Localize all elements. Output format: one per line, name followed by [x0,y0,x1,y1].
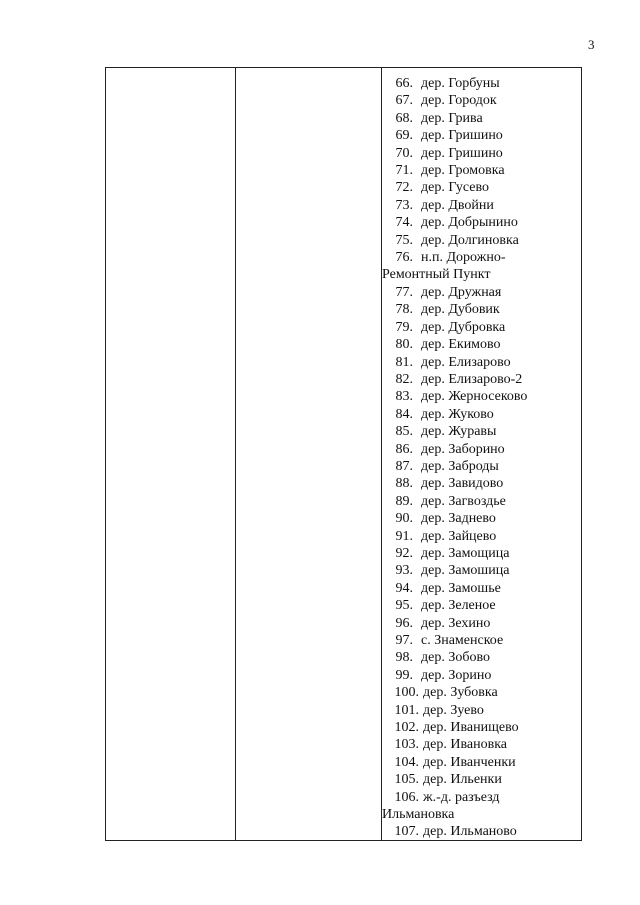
list-item [382,388,581,405]
list-item-number: 98. [395,650,413,666]
list-item-number: 88. [395,476,413,492]
list-item-name: дер. Городок [421,93,497,109]
list-item [382,162,581,179]
list-item-name: дер. Завидово [421,476,504,492]
list-item-number: 69. [395,128,413,144]
list-item-number: 70. [395,145,413,161]
list-item-number: 87. [395,458,413,474]
list-item-number: 73. [395,197,413,213]
list-item-name: дер. Зуево [423,702,484,718]
list-item-number: 89. [395,493,413,509]
list-item [382,301,581,318]
list-item-number: 101. [394,702,419,718]
list-item-number: 102. [394,720,419,736]
list-item-name: дер. Ильманово [423,824,517,840]
list-item [382,197,581,214]
list-item-name: дер. Гришино [421,128,503,144]
list-item-number: 90. [395,511,413,527]
list-item-number: 104. [394,754,419,770]
list-item-number: 72. [395,180,413,196]
list-item-number: 71. [395,163,413,179]
list-item-number: 81. [395,354,413,370]
list-item-name: дер. Заборино [421,441,505,457]
list-item-name: дер. Добрынино [421,215,518,231]
list-item-number: 99. [395,667,413,683]
list-item-number: 105. [394,772,419,788]
table-column-2-empty [236,68,381,840]
list-item-number: 68. [395,110,413,126]
list-item [382,145,581,162]
list-item [382,458,581,475]
list-item [382,110,581,127]
list-item-name: дер. Зайцево [421,528,497,544]
list-item [382,632,581,649]
list-item [382,649,581,666]
list-item [382,667,581,684]
list-item-name: дер. Замощица [421,545,510,561]
list-item-number: 75. [395,232,413,248]
list-item-name: ж.-д. разъезд [423,789,500,805]
list-item-name: дер. Заднево [421,511,496,527]
table-column-1-empty [106,68,235,840]
list-item-name: с. Знаменское [421,633,504,648]
list-item-name: дер. Загвоздье [421,493,506,509]
list-item [382,684,581,701]
list-item [382,493,581,510]
list-item-name: дер. Зеленое [421,598,496,614]
list-item [382,702,581,719]
list-item-number: 74. [395,215,413,231]
list-item [382,562,581,579]
list-item [382,284,581,301]
list-item-name: дер. Жуково [421,406,494,422]
list-item-number: 67. [395,93,413,109]
list-item-number: 66. [395,76,413,91]
list-item [382,179,581,196]
list-item-number: 107. [394,824,419,840]
settlements-table [105,67,582,841]
list-item-name: н.п. Дорожно- [421,250,506,266]
list-item-number: 93. [395,563,413,579]
list-item [382,354,581,371]
list-item-name: дер. Заброды [421,458,499,474]
list-item-number: 83. [395,389,413,405]
list-item-number: 103. [394,737,419,753]
list-item-number: 92. [395,545,413,561]
list-item-name: дер. Ивановка [423,737,507,753]
list-item-number: 94. [395,580,413,596]
list-item [382,736,581,753]
list-item-number: 82. [395,371,413,387]
list-item-name: дер. Замошье [421,580,501,596]
list-item-name: дер. Замошица [421,563,510,579]
list-item-number: 76. [395,250,413,266]
list-item [382,441,581,458]
list-item [382,214,581,231]
list-item-name: дер. Иванищево [423,720,519,736]
list-item-name: дер. Долгиновка [421,232,519,248]
list-item-number: 96. [395,615,413,631]
list-item [382,754,581,771]
list-item-number: 95. [395,598,413,614]
list-item-name: дер. Журавы [421,424,497,440]
list-item [382,823,581,840]
list-item-name: дер. Громовка [421,163,505,179]
list-item [382,580,581,597]
list-item-number: 100. [394,685,419,701]
list-item-name: дер. Зубовка [423,685,498,701]
list-item [382,423,581,440]
list-item [382,75,581,92]
list-item [382,406,581,423]
list-item [382,319,581,336]
list-item [382,371,581,388]
list-item [382,127,581,144]
list-item-name: дер. Гришино [421,145,503,161]
list-item-name: дер. Жерносеково [421,389,528,405]
list-item [382,615,581,632]
list-item-number: 77. [395,284,413,300]
list-item-name: дер. Зехино [421,615,491,631]
list-item [382,719,581,736]
list-item-name-continuation: Ремонтный Пункт [382,267,491,283]
page-number: 3 [588,37,595,52]
list-item [382,475,581,492]
list-item-name: дер. Иванченки [423,754,516,770]
list-item [382,771,581,788]
list-item-name: дер. Горбуны [421,76,500,91]
list-item-name: дер. Гусево [421,180,490,196]
list-item-name: дер. Дубовик [421,302,500,318]
list-item-name: дер. Зобово [421,650,490,666]
list-item [382,510,581,527]
list-item [382,232,581,249]
list-item [382,597,581,614]
list-item-number: 91. [395,528,413,544]
list-item-name: дер. Дружная [421,284,502,300]
list-item-name: дер. Елизарово-2 [421,371,523,387]
list-item [382,92,581,109]
list-item-number: 79. [395,319,413,335]
list-item-name-continuation: Ильмановка [382,807,455,823]
list-item-number: 78. [395,302,413,318]
list-item-number: 80. [395,337,413,353]
list-item-name: дер. Елизарово [421,354,511,370]
list-item [382,545,581,562]
list-item [382,249,581,266]
list-item [382,336,581,353]
list-item-name: дер. Зорино [421,667,492,683]
list-item-number: 106. [394,789,419,805]
settlement-list [382,75,581,840]
list-item-name: дер. Двойни [421,197,494,213]
list-item-number: 97. [395,633,413,648]
list-item-name: дер. Ильенки [423,772,502,788]
list-item-name: дер. Дубровка [421,319,506,335]
list-item-number: 86. [395,441,413,457]
list-item-name: дер. Грива [421,110,483,126]
list-item [382,789,581,806]
list-item [382,528,581,545]
list-item-name: дер. Екимово [421,337,501,353]
list-item-number: 85. [395,424,413,440]
list-item-number: 84. [395,406,413,422]
